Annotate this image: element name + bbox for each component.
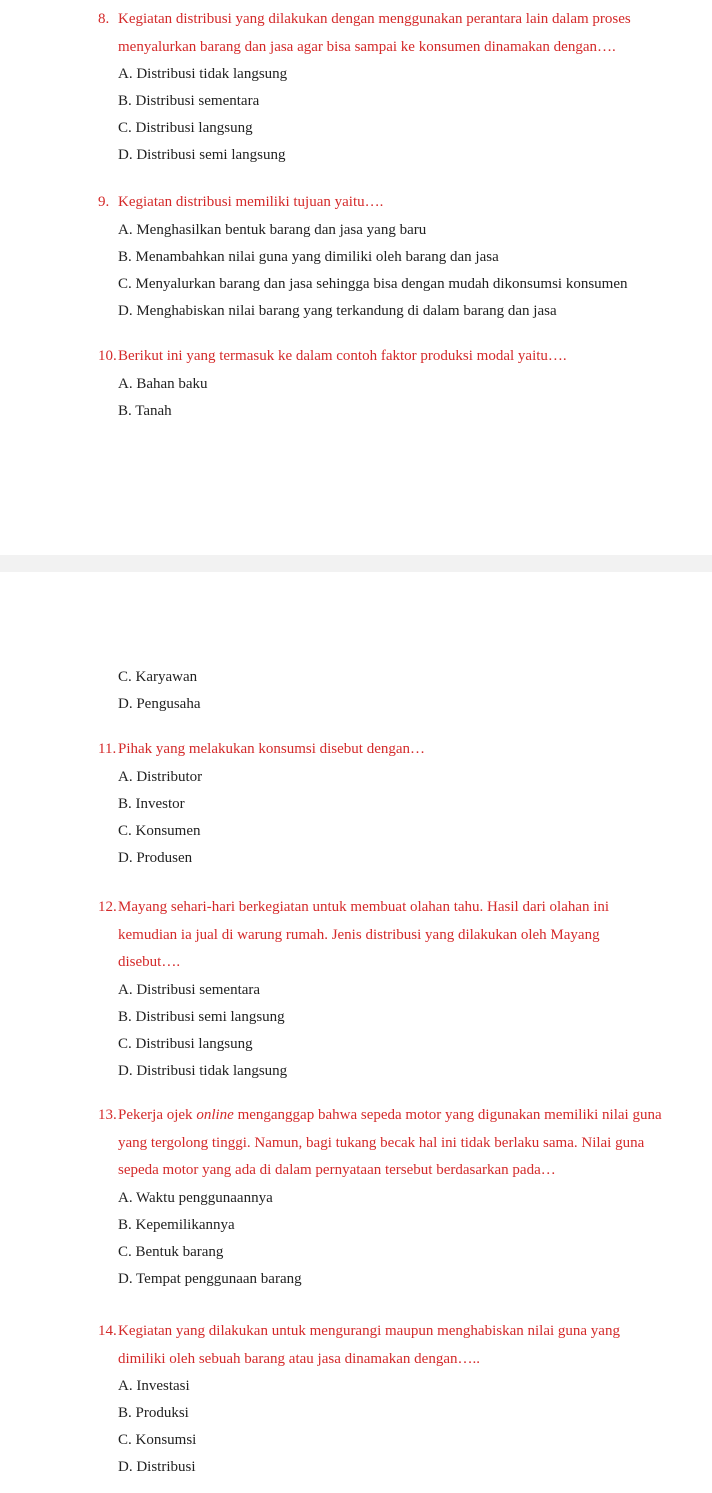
option-c: C. Konsumsi: [118, 1432, 197, 1448]
question-number: 10.: [98, 348, 117, 364]
question-number: 12.: [98, 899, 117, 915]
question-10: [0, 343, 712, 425]
question-14: [0, 1318, 712, 1481]
question-10-continued: [0, 664, 712, 718]
option-b: B. Tanah: [118, 402, 172, 419]
option-b: B. Investor: [118, 795, 185, 812]
italic-word: online: [196, 1107, 234, 1123]
option-b: B. Produksi: [118, 1405, 189, 1421]
option-a: A. Distributor: [118, 768, 203, 785]
question-number: 11.: [98, 741, 117, 757]
option-c: C. Konsumen: [118, 822, 201, 839]
option-d: D. Menghabiskan nilai barang yang terkandung di dalam barang dan jasa: [118, 302, 557, 319]
option-d: D. Produsen: [118, 849, 193, 866]
option-a: A. Distribusi tidak langsung: [118, 66, 288, 82]
question-12: [0, 894, 712, 1085]
page-break-divider: [0, 555, 712, 572]
option-b: B. Kepemilikannya: [118, 1216, 235, 1233]
question-number: 9.: [98, 194, 110, 210]
option-b: B. Distribusi sementara: [118, 93, 260, 109]
option-b: B. Distribusi semi langsung: [118, 1008, 285, 1025]
option-d: D. Distribusi semi langsung: [118, 147, 286, 163]
option-c: C. Karyawan: [118, 669, 198, 685]
option-a: A. Menghasilkan bentuk barang dan jasa yang baru: [118, 221, 427, 238]
question-11: [0, 736, 712, 872]
option-c: C. Distribusi langsung: [118, 120, 253, 136]
question-number: 14.: [98, 1323, 117, 1339]
question-text: 9. Kegiatan distribusi memiliki tujuan yaitu….: [0, 189, 712, 217]
option-a: A. Distribusi sementara: [118, 981, 261, 998]
question-number: 8.: [98, 11, 110, 27]
option-a: A. Waktu penggunaannya: [118, 1189, 273, 1206]
option-d: D. Tempat penggunaan barang: [118, 1270, 302, 1287]
option-d: D. Distribusi tidak langsung: [118, 1062, 288, 1079]
question-8: [0, 6, 712, 169]
question-text: 8. Kegiatan distribusi yang dilakukan dengan menggunakan perantara lain dalam proses menyalurkan barang dan jasa agar bisa sampai ke konsumen dinamakan dengan….: [0, 6, 712, 61]
question-text: 14. Kegiatan yang dilakukan untuk mengurangi maupun menghabiskan nilai guna yang dimiliki oleh sebuah barang atau jasa dinamakan dengan…..: [0, 1318, 712, 1373]
option-d: D. Distribusi: [118, 1459, 196, 1475]
option-c: C. Distribusi langsung: [118, 1035, 253, 1052]
option-a: A. Bahan baku: [118, 375, 208, 392]
question-text: 12. Mayang sehari-hari berkegiatan untuk membuat olahan tahu. Hasil dari olahan ini kemudian ia jual di warung rumah. Jenis distribusi yang dilakukan oleh Mayang disebut….: [0, 894, 712, 977]
question-text: 11. Pihak yang melakukan konsumsi disebut dengan…: [0, 736, 712, 764]
question-text: 13. Pekerja ojek online menganggap bahwa sepeda motor yang digunakan memiliki nilai guna yang tergolong tinggi. Namun, bagi tukang becak hal ini tidak berlaku sama. Nilai guna sepeda motor yang ada di dalam pernyataan tersebut berdasarkan pada…: [0, 1102, 712, 1185]
question-number: 13.: [98, 1107, 117, 1123]
question-9: [0, 189, 712, 325]
option-c: C. Menyalurkan barang dan jasa sehingga bisa dengan mudah dikonsumsi konsumen: [118, 275, 628, 292]
option-b: B. Menambahkan nilai guna yang dimiliki oleh barang dan jasa: [118, 248, 499, 265]
option-c: C. Bentuk barang: [118, 1243, 224, 1260]
option-d: D. Pengusaha: [118, 696, 201, 712]
option-a: A. Investasi: [118, 1378, 190, 1394]
question-text: 10. Berikut ini yang termasuk ke dalam contoh faktor produksi modal yaitu….: [0, 343, 712, 371]
question-13: [0, 1102, 712, 1293]
